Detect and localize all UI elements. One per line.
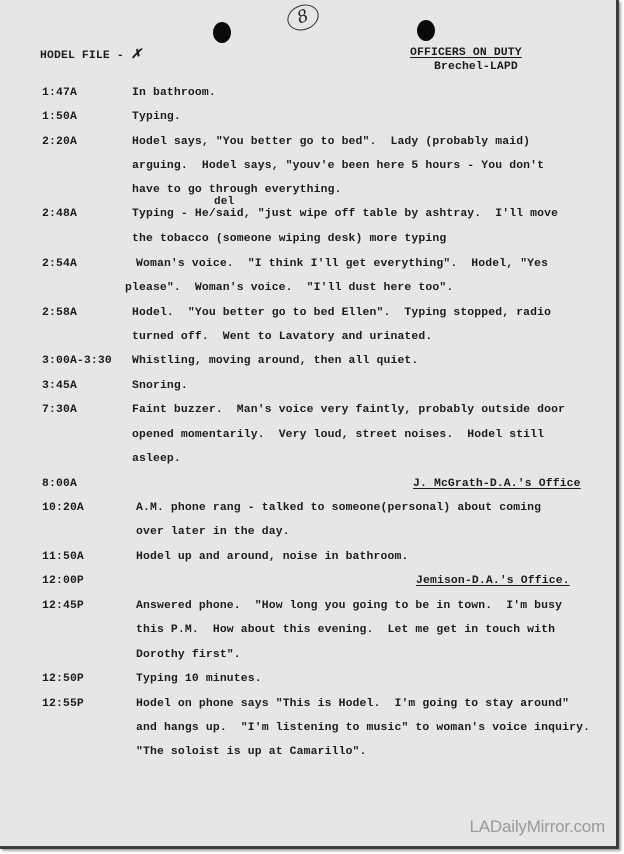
entry-line: Typing - He/said, "just wipe off table by ashtray. I'll move <box>132 208 559 220</box>
entry-time: 12:55P <box>42 698 84 710</box>
handwritten-insert: del <box>214 196 235 208</box>
officer-change: Jemison-D.A.'s Office. <box>416 575 570 587</box>
entry-time: 3:45A <box>42 380 77 392</box>
punch-hole-left <box>213 22 231 43</box>
entry-time: 12:50P <box>42 673 84 685</box>
entry-time: 2:48A <box>42 208 77 220</box>
file-label <box>40 47 142 62</box>
entry-line: Answered phone. "How long you going to be in town. I'm busy <box>136 600 563 612</box>
page-number-handwritten: 8 <box>284 0 323 34</box>
entry-line: arguing. Hodel says, "youv'e been here 5 hours - You don't <box>132 160 545 172</box>
entry-line: and hangs up. "I'm listening to music" to woman's voice inquiry. <box>136 722 591 734</box>
entry-line: Hodel. "You better go to bed Ellen". Typing stopped, radio <box>132 307 552 319</box>
entry-time: 8:00A <box>42 478 77 490</box>
entry-line: Whistling, moving around, then all quiet. <box>132 355 419 367</box>
entry-line: A.M. phone rang - talked to someone(personal) about coming <box>136 502 542 514</box>
entry-line: Woman's voice. "I think I'll get everything". Hodel, "Yes <box>136 258 549 270</box>
entry-line: turned off. Went to Lavatory and urinated. <box>132 331 433 343</box>
entry-time: 2:20A <box>42 136 77 148</box>
entry-line: Hodel up and around, noise in bathroom. <box>136 551 409 563</box>
file-label-text: HODEL FILE - <box>40 50 124 62</box>
entry-time: 11:50A <box>42 551 84 563</box>
entry-line: Typing 10 minutes. <box>136 673 262 685</box>
entry-line: opened momentarily. Very loud, street noises. Hodel still <box>132 429 545 441</box>
entry-line: the tobacco (someone wiping desk) more typing <box>132 233 447 245</box>
officers-on-duty-heading: OFFICERS ON DUTY <box>410 47 522 59</box>
entry-time: 3:00A-3:30 <box>42 355 112 367</box>
entry-line: Snoring. <box>132 380 188 392</box>
officer-change: J. McGrath-D.A.'s Office <box>413 478 581 490</box>
officer-name: Brechel-LAPD <box>434 61 518 73</box>
entry-time: 1:47A <box>42 87 77 99</box>
entry-time: 2:58A <box>42 307 77 319</box>
entry-line: In bathroom. <box>132 87 216 99</box>
entry-time: 2:54A <box>42 258 77 270</box>
entry-line: have to go through everything. <box>132 184 342 196</box>
entry-line: Typing. <box>132 111 181 123</box>
entry-line: asleep. <box>132 453 181 465</box>
entry-time: 12:00P <box>42 575 84 587</box>
entry-line: Hodel on phone says "This is Hodel. I'm going to stay around" <box>136 698 570 710</box>
entry-time: 10:20A <box>42 502 84 514</box>
entry-line: over later in the day. <box>136 526 290 538</box>
entry-line: Hodel says, "You better go to bed". Lady (probably maid) <box>132 136 531 148</box>
handwritten-mark: ✗ <box>130 47 142 62</box>
entry-time: 1:50A <box>42 111 77 123</box>
entry-line: this P.M. How about this evening. Let me get in touch with <box>136 624 556 636</box>
entry-line: please". Woman's voice. "I'll dust here too". <box>125 282 454 294</box>
entry-time: 12:45P <box>42 600 84 612</box>
entry-line: Dorothy first". <box>136 649 241 661</box>
entry-time: 7:30A <box>42 404 77 416</box>
entry-line: "The soloist is up at Camarillo". <box>136 746 367 758</box>
watermark: LADailyMirror.com <box>469 817 605 836</box>
punch-hole-right <box>417 20 435 41</box>
entry-line: Faint buzzer. Man's voice very faintly, probably outside door <box>132 404 566 416</box>
